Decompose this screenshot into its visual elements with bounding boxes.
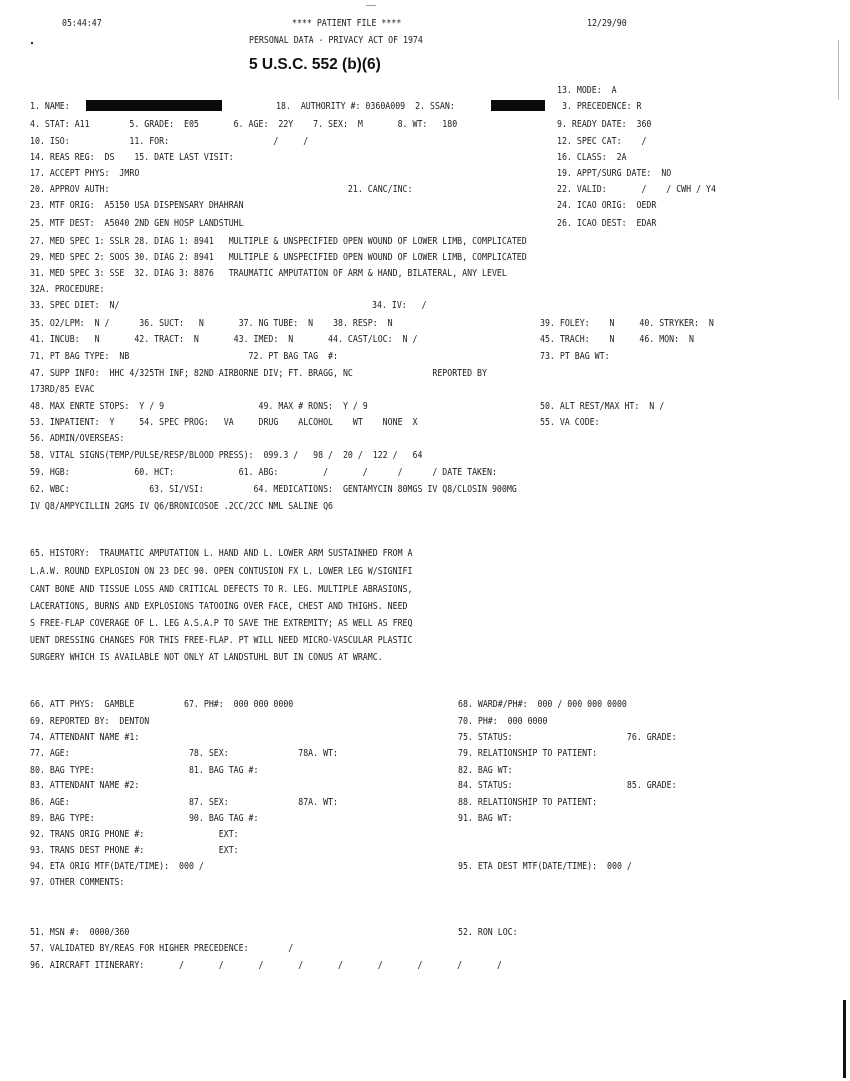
field-spec-cat: 12. SPEC CAT: /: [557, 136, 647, 147]
foia-exemption-stamp: 5 U.S.C. 552 (b)(6): [249, 56, 381, 73]
field-icao-orig: 24. ICAO ORIG: OEDR: [557, 200, 657, 211]
field-ward-ph: 68. WARD#/PH#: 000 / 000 000 0000: [458, 699, 627, 710]
row-incub-tract-imed-cast: 41. INCUB: N 42. TRACT: N 43. IMED: N 44. CAST/LOC: N /: [30, 334, 418, 345]
field-msn: 51. MSN #: 0000/360: [30, 927, 130, 938]
field-name: 1. NAME:: [30, 101, 70, 112]
field-eta-orig: 94. ETA ORIG MTF(DATE/TIME): 000 /: [30, 861, 204, 872]
field-class: 16. CLASS: 2A: [557, 152, 627, 163]
row-stat-grade-age-sex-wt: 4. STAT: A11 5. GRADE: E05 6. AGE: 22Y 7. SEX: M 8. WT: 180: [30, 119, 458, 130]
field-mtf-dest: 25. MTF DEST: A5040 2ND GEN HOSP LANDSTUHL: [30, 218, 244, 229]
field-attendant-2-bag-wt: 91. BAG WT:: [458, 813, 513, 824]
scan-mark-top: [366, 5, 376, 6]
redacted-name: [86, 100, 222, 111]
field-admin-overseas: 56. ADMIN/OVERSEAS:: [30, 433, 125, 444]
row-attendant-2-status: 84. STATUS: 85. GRADE:: [458, 780, 677, 791]
row-medications-cont: IV Q8/AMPYCILLIN 2GMS IV Q6/BRONICOSOE .2CC/2CC NML SALINE Q6: [30, 501, 334, 512]
row-attendant-2-age: 86. AGE: 87. SEX: 87A. WT:: [30, 797, 338, 808]
history-line-3: CANT BONE AND TISSUE LOSS AND CRITICAL DEFECTS TO R. LEG. MULTIPLE ABRASIONS,: [30, 584, 413, 595]
field-precedence: 3. PRECEDENCE: R: [562, 101, 642, 112]
field-reported-by: 69. REPORTED BY: DENTON: [30, 716, 150, 727]
row-pt-bag: 71. PT BAG TYPE: NB 72. PT BAG TAG #:: [30, 351, 338, 362]
row-med-spec-2: 29. MED SPEC 2: SOOS 30. DIAG 2: 8941 MULTIPLE & UNSPECIFIED OPEN WOUND OF LOWER LIMB, COMPLICATED: [30, 252, 527, 263]
row-max-stops-rons: 48. MAX ENRTE STOPS: Y / 9 49. MAX # RONS: Y / 9: [30, 401, 368, 412]
row-labs: 59. HGB: 60. HCT: 61. ABG: / / / / DATE TAKEN:: [30, 467, 497, 478]
row-vital-signs: 58. VITAL SIGNS(TEMP/PULSE/RESP/BLOOD PRESS): 099.3 / 98 / 20 / 122 / 64: [30, 450, 423, 461]
field-trans-orig-phone: 92. TRANS ORIG PHONE #: EXT:: [30, 829, 239, 840]
row-approv-auth: 20. APPROV AUTH: 21. CANC/INC:: [30, 184, 413, 195]
field-appt-surg-date: 19. APPT/SURG DATE: NO: [557, 168, 672, 179]
field-alt-rest: 50. ALT REST/MAX HT: N /: [540, 401, 665, 412]
file-title: **** PATIENT FILE ****: [292, 18, 402, 29]
row-attendant-1-bag: 80. BAG TYPE: 81. BAG TAG #:: [30, 765, 259, 776]
row-medications: 62. WBC: 63. SI/VSI: 64. MEDICATIONS: GENTAMYCIN 80MGS IV Q8/CLOSIN 900MG: [30, 484, 517, 495]
row-iso-for: 10. ISO: 11. FOR: / /: [30, 136, 309, 147]
field-other-comments: 97. OTHER COMMENTS:: [30, 877, 125, 888]
field-va-code: 55. VA CODE:: [540, 417, 600, 428]
field-attendant-2-relationship: 88. RELATIONSHIP TO PATIENT:: [458, 797, 598, 808]
print-time: 05:44:47: [62, 18, 102, 29]
redacted-ssan: [491, 100, 545, 111]
row-attendant-1-status: 75. STATUS: 76. GRADE:: [458, 732, 677, 743]
history-line-4: LACERATIONS, BURNS AND EXPLOSIONS TATOOING OVER FACE, CHEST AND THIGHS. NEED: [30, 601, 408, 612]
row-reas-reg: 14. REAS REG: DS 15. DATE LAST VISIT:: [30, 152, 234, 163]
field-attendant-1-bag-wt: 82. BAG WT:: [458, 765, 513, 776]
row-trach-mon: 45. TRACH: N 46. MON: N: [540, 334, 694, 345]
field-valid: 22. VALID: / / CWH / Y4: [557, 184, 716, 195]
privacy-subtitle: PERSONAL DATA - PRIVACY ACT OF 1974: [249, 35, 423, 46]
field-ron-loc: 52. RON LOC:: [458, 927, 518, 938]
print-date: 12/29/90: [587, 18, 627, 29]
row-att-phys: 66. ATT PHYS: GAMBLE 67. PH#: 000 000 0000: [30, 699, 294, 710]
field-attendant-1: 74. ATTENDANT NAME #1:: [30, 732, 140, 743]
field-attendant-2: 83. ATTENDANT NAME #2:: [30, 780, 140, 791]
row-o2-suct-ng-resp: 35. O2/LPM: N / 36. SUCT: N 37. NG TUBE: N 38. RESP: N: [30, 318, 393, 329]
field-icao-dest: 26. ICAO DEST: EDAR: [557, 218, 657, 229]
row-foley-stryker: 39. FOLEY: N 40. STRYKER: N: [540, 318, 714, 329]
field-attendant-1-relationship: 79. RELATIONSHIP TO PATIENT:: [458, 748, 598, 759]
history-line-6: UENT DRESSING CHANGES FOR THIS FREE-FLAP. PT WILL NEED MICRO-VASCULAR PLASTIC: [30, 635, 413, 646]
field-procedure: 32A. PROCEDURE:: [30, 284, 105, 295]
row-attendant-1-age: 77. AGE: 78. SEX: 78A. WT:: [30, 748, 338, 759]
scan-edge-right: [838, 40, 839, 100]
field-iv: 34. IV: /: [372, 300, 427, 311]
field-ready-date: 9. READY DATE: 360: [557, 119, 652, 130]
history-line-1: 65. HISTORY: TRAUMATIC AMPUTATION L. HAND AND L. LOWER ARM SUSTAINHED FROM A: [30, 548, 413, 559]
field-eta-dest: 95. ETA DEST MTF(DATE/TIME): 000 /: [458, 861, 632, 872]
history-line-7: SURGERY WHICH IS AVAILABLE NOT ONLY AT LANDSTUHL BUT IN CONUS AT WRAMC.: [30, 652, 383, 663]
scan-edge-right-lower: [843, 1000, 846, 1078]
row-med-spec-1: 27. MED SPEC 1: SSLR 28. DIAG 1: 8941 MULTIPLE & UNSPECIFIED OPEN WOUND OF LOWER LIMB, COMPLICATED: [30, 236, 527, 247]
field-supp-info: 47. SUPP INFO: HHC 4/325TH INF; 82ND AIRBORNE DIV; FT. BRAGG, NC REPORTED BY: [30, 368, 487, 379]
history-line-5: S FREE-FLAP COVERAGE OF L. LEG A.S.A.P TO SAVE THE EXTREMITY; AS WELL AS FREQ: [30, 618, 413, 629]
field-spec-diet: 33. SPEC DIET: N/: [30, 300, 120, 311]
field-validated-by: 57. VALIDATED BY/REAS FOR HIGHER PRECEDENCE: /: [30, 943, 294, 954]
row-attendant-2-bag: 89. BAG TYPE: 90. BAG TAG #:: [30, 813, 259, 824]
field-mode: 13. MODE: A: [557, 85, 617, 96]
field-aircraft-itinerary: 96. AIRCRAFT ITINERARY: / / / / / / / / /: [30, 960, 502, 971]
field-pt-bag-wt: 73. PT BAG WT:: [540, 351, 610, 362]
history-line-2: L.A.W. ROUND EXPLOSION ON 23 DEC 90. OPEN CONTUSION FX L. LOWER LEG W/SIGNIFI: [30, 566, 413, 577]
field-mtf-orig: 23. MTF ORIG: A5150 USA DISPENSARY DHAHRAN: [30, 200, 244, 211]
field-reporter-ph: 70. PH#: 000 0000: [458, 716, 548, 727]
field-trans-dest-phone: 93. TRANS DEST PHONE #: EXT:: [30, 845, 239, 856]
row-inpatient-spec-prog: 53. INPATIENT: Y 54. SPEC PROG: VA DRUG ALCOHOL WT NONE X: [30, 417, 418, 428]
row-med-spec-3: 31. MED SPEC 3: SSE 32. DIAG 3: 8876 TRAUMATIC AMPUTATION OF ARM & HAND, BILATERAL, ANY LEVEL: [30, 268, 507, 279]
scan-mark-left: [31, 42, 33, 44]
field-accept-phys: 17. ACCEPT PHYS: JMRO: [30, 168, 140, 179]
field-authority-ssan: 18. AUTHORITY #: 0360A009 2. SSAN:: [276, 101, 455, 112]
field-supp-info-cont: 173RD/85 EVAC: [30, 384, 95, 395]
